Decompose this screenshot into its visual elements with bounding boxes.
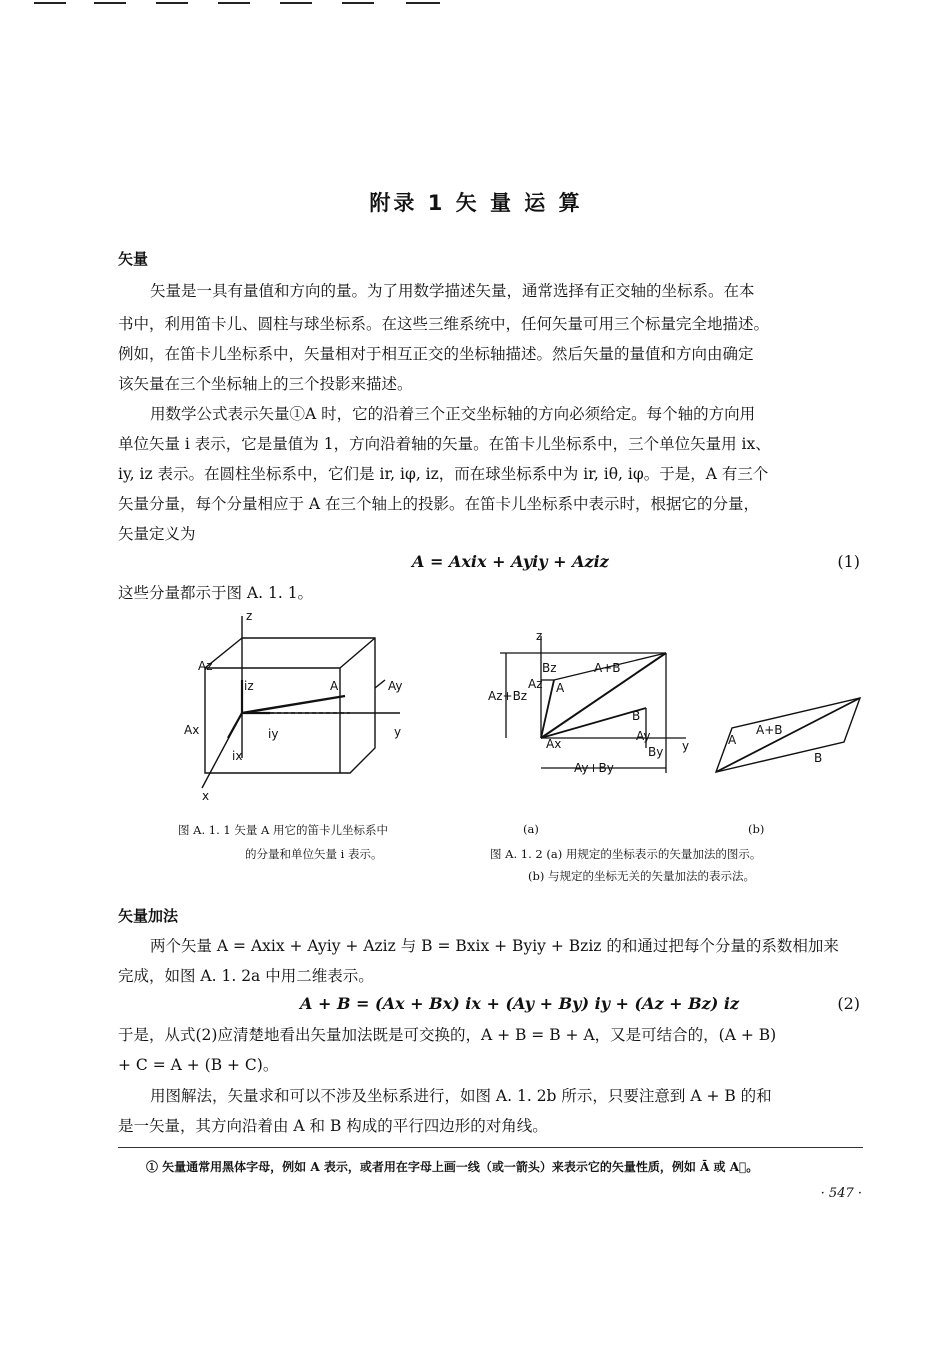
fig1-label-x: x: [202, 789, 210, 803]
fig2a-label-Ay: Ay: [636, 729, 651, 743]
paragraph-line: 矢量分量，每个分量相应于 A 在三个轴上的投影。在笛卡儿坐标系中表示时，根据它的分量，: [118, 495, 760, 513]
fig2a-label-Bz: Bz: [542, 661, 557, 675]
figure-caption-a: (a): [523, 822, 539, 836]
page-title: 附录 1 矢 量 运 算: [369, 191, 583, 215]
paragraph-line: 于是，从式(2)应清楚地看出矢量加法既是可交换的，A + B = B + A，又是可结合的，(A + B): [118, 1026, 777, 1044]
fig1-label-z: z: [246, 609, 253, 623]
figure-caption-b: (b): [748, 822, 765, 836]
fig2a-label-By: By: [648, 745, 664, 759]
page-number: · 547 ·: [820, 1186, 862, 1201]
paragraph-line: 是一矢量，其方向沿着由 A 和 B 构成的平行四边形的对角线。: [118, 1117, 548, 1135]
fig2a-label-B: B: [632, 709, 641, 723]
paragraph-line: 该矢量在三个坐标轴上的三个投影来描述。: [118, 375, 413, 393]
footnote-rule: [118, 1147, 863, 1148]
fig2b-label-B: B: [814, 751, 823, 765]
fig1-label-iz: iz: [244, 679, 254, 693]
fig2a-label-AyBy: Ay+By: [574, 761, 614, 775]
equation-1: A = Axix + Ayiy + Aziz: [412, 552, 609, 571]
section-heading-vector-addition: 矢量加法: [118, 907, 179, 925]
figure-caption: 的分量和单位矢量 i 表示。: [245, 847, 383, 861]
figure-caption: (b) 与规定的坐标无关的矢量加法的表示法。: [528, 869, 755, 883]
paragraph-line: + C = A + (B + C)。: [118, 1056, 279, 1074]
figure-caption: 图 A. 1. 1 矢量 A 用它的笛卡儿坐标系中: [178, 823, 388, 837]
paragraph-line: 完成，如图 A. 1. 2a 中用二维表示。: [118, 967, 374, 985]
fig2b-label-AplusB: A+B: [756, 723, 783, 737]
vector-A: [242, 696, 345, 713]
footnote: ① 矢量通常用黑体字母，例如 A 表示，或者用在字母上画一线（或一箭头）来表示它的矢量性质，例如 Ā 或 A⃗。: [146, 1160, 759, 1174]
fig1-label-A: A: [330, 679, 339, 693]
fig2a-label-z: z: [536, 629, 543, 643]
equation-number-2: (2): [837, 994, 860, 1013]
fig2a-label-Az: Az: [528, 677, 543, 691]
paragraph-line: 两个矢量 A = Axix + Ayiy + Aziz 与 B = Bxix + Byiy + Bziz 的和通过把每个分量的系数相加来: [150, 937, 839, 955]
paragraph-line: 用数学公式表示矢量①A 时，它的沿着三个正交坐标轴的方向必须给定。每个轴的方向用: [150, 405, 756, 423]
fig1-label-ix: ix: [232, 749, 243, 763]
figure-vector-addition-parallelogram: [708, 690, 868, 780]
fig2a-label-y: y: [682, 739, 690, 753]
fig1-label-y: y: [394, 725, 402, 739]
paragraph-line: 矢量是一具有量值和方向的量。为了用数学描述矢量，通常选择有正交轴的坐标系。在本: [150, 282, 755, 300]
paragraph-line: 这些分量都示于图 A. 1. 1。: [118, 584, 314, 602]
fig2a-label-AzBz: Az+Bz: [488, 689, 528, 703]
equation-2: A + B = (Ax + Bx) ix + (Ay + By) iy + (Az + Bz) iz: [300, 994, 740, 1013]
fig1-label-iy: iy: [268, 727, 279, 741]
fig2a-label-AplusB: A+B: [594, 661, 621, 675]
fig1-label-Ax: Ax: [184, 723, 200, 737]
paragraph-line: iy, iz 表示。在圆柱坐标系中，它们是 ir, iφ, iz，而在球坐标系中为 ir, iθ, iφ。于是，A 有三个: [118, 465, 769, 483]
paragraph-line: 书中，利用笛卡儿、圆柱与球坐标系。在这些三维系统中，任何矢量可用三个标量完全地描述。: [118, 315, 770, 333]
section-heading-vector: 矢量: [118, 250, 149, 268]
fig1-label-Ay: Ay: [388, 679, 403, 693]
vector-A-plus-B: [716, 698, 860, 772]
vector-B: [541, 708, 646, 738]
paragraph-line: 用图解法，矢量求和可以不涉及坐标系进行，如图 A. 1. 2b 所示，只要注意到 A + B 的和: [150, 1087, 772, 1105]
fig2b-label-A: A: [728, 733, 737, 747]
fig1-label-Az: Az: [198, 659, 213, 673]
fig2a-label-Ax: Ax: [546, 737, 562, 751]
equation-number-1: (1): [837, 552, 860, 571]
paragraph-line: 例如，在笛卡儿坐标系中，矢量相对于相互正交的坐标轴描述。然后矢量的量值和方向由确定: [118, 345, 754, 363]
paragraph-line: 单位矢量 i 表示，它是量值为 1，方向沿着轴的矢量。在笛卡儿坐标系中，三个单位矢量用 ix、: [118, 435, 771, 453]
figure-vector-addition-coordinates: [486, 628, 696, 778]
fig2a-label-A: A: [556, 681, 565, 695]
figure-caption: 图 A. 1. 2 (a) 用规定的坐标表示的矢量加法的图示。: [490, 847, 762, 861]
paragraph-line: 矢量定义为: [118, 525, 196, 543]
figure-cartesian-components: [180, 608, 410, 808]
